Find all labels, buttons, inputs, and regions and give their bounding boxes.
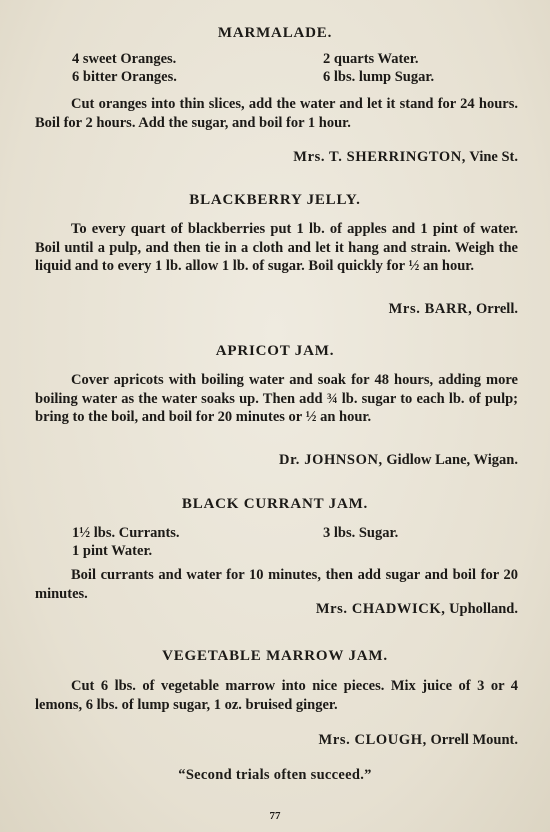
ingredient-item: 3 lbs. Sugar. [323,525,399,541]
recipe-title: BLACK CURRANT JAM. [181,496,369,512]
recipe-method: Cover apricots with boiling water and soak for 48 hours, adding more boiling water as the water soaks up. Then add ¾ lb. sugar to each lb. of pulp; bring to the boil, and boil for 20 minutes or ½ an hour. [35,372,518,425]
author-place: Upholland. [449,601,518,617]
recipe-title: MARMALADE. [217,25,333,41]
recipe-marmalade [0,24,550,42]
recipe-author [293,148,518,166]
recipe-method: To every quart of blackberries put 1 lb. of apples and 1 pint of water. Boil until a pulp, and then tie in a cloth and let it hang and strain. Weigh the liquid and to every 1 lb. allow 1 lb. of sugar. Boil quickly for ½ an hour. [35,221,518,274]
recipe-title: APRICOT JAM. [215,343,335,359]
ingredient-item: 6 bitter Oranges. [72,69,177,85]
recipe-apricot-jam [0,342,550,360]
author-place: Vine St. [469,149,518,165]
author-name: Mrs. CHADWICK, [315,601,446,617]
ingredient-item: 2 quarts Water. [323,51,419,67]
recipe-author [316,600,518,618]
author-name: Mrs. BARR, [388,301,473,317]
ingredient-item: 1 pint Water. [72,543,153,559]
author-name: Dr. JOHNSON, [279,452,383,468]
recipe-method: Boil currants and water for 10 minutes, then add sugar and boil for 20 minutes. [35,567,518,602]
author-place: Orrell Mount. [430,732,518,748]
recipe-black-currant-jam [0,495,550,513]
ingredient-list [0,524,550,560]
recipe-author [389,300,518,318]
page-number: 77 [269,810,281,822]
quote: “Second trials often succeed.” [178,767,372,783]
recipe-author [279,451,518,469]
author-name: Mrs. CLOUGH, [318,732,427,748]
author-name: Mrs. T. SHERRINGTON, [293,149,467,165]
recipe-method: Cut oranges into thin slices, add the water and let it stand for 24 hours. Boil for 2 hours. Add the sugar, and boil for 1 hour. [35,96,518,131]
ingredient-item: 4 sweet Oranges. [72,51,177,67]
recipe-blackberry-jelly [0,191,550,209]
recipe-method: Cut 6 lbs. of vegetable marrow into nice pieces. Mix juice of 3 or 4 lemons, 6 lbs. of lump sugar, 1 oz. bruised ginger. [35,678,518,713]
recipe-title: VEGETABLE MARROW JAM. [162,648,388,664]
ingredient-item: 6 lbs. lump Sugar. [323,69,435,85]
recipe-title: BLACKBERRY JELLY. [189,192,361,208]
recipe-vegetable-marrow-jam [0,647,550,665]
ingredient-item: 1½ lbs. Currants. [72,525,180,541]
author-place: Gidlow Lane, Wigan. [386,452,518,468]
author-place: Orrell. [475,301,518,317]
ingredient-list [0,50,550,86]
recipe-author [319,731,518,749]
